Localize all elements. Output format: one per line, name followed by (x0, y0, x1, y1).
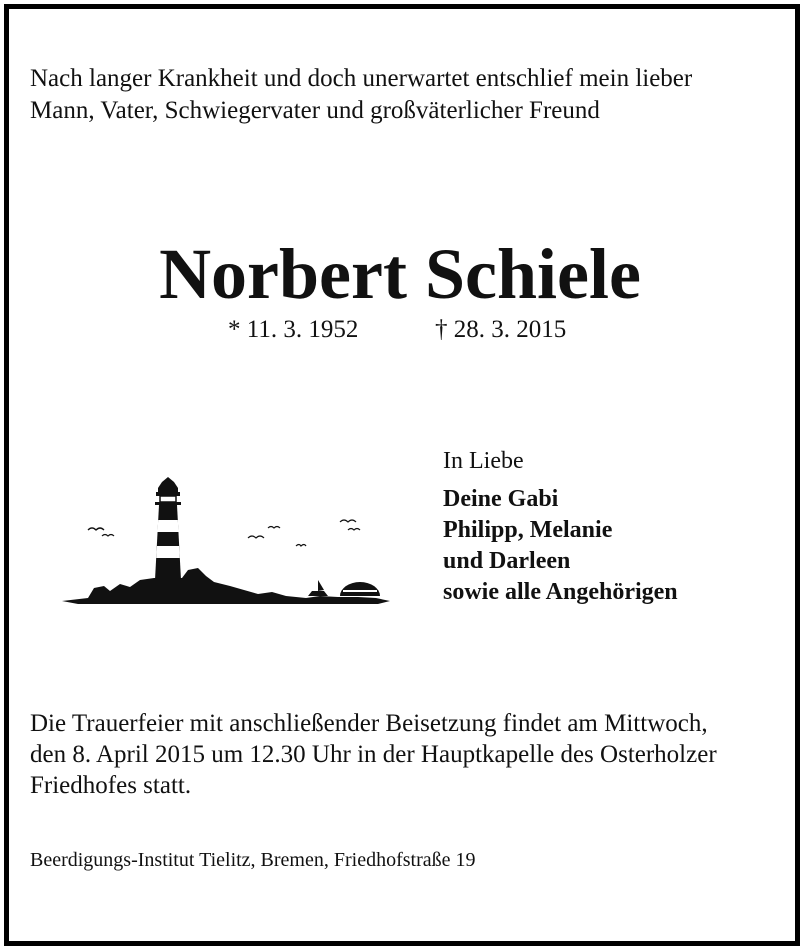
service-announcement (30, 708, 775, 801)
service-line: Friedhofes statt. (30, 772, 192, 799)
death-date: † 28. 3. 2015 (435, 316, 567, 343)
bird-icon (348, 529, 360, 531)
service-line: den 8. April 2015 um 12.30 Uhr in der Hauptkapelle des Osterholzer (30, 741, 717, 768)
intro-line: Nach langer Krankheit und doch unerwartet entschlief mein lieber (30, 65, 693, 92)
service-line: Die Trauerfeier mit anschließender Beisetzung findet am Mittwoch, (30, 710, 708, 737)
birth-date: * 11. 3. 1952 (228, 316, 359, 343)
signer-line: sowie alle Angehörigen (443, 579, 678, 605)
bird-icon (88, 528, 104, 530)
intro-text (30, 63, 770, 127)
signoff-intro: In Liebe (443, 448, 524, 474)
deceased-name: Norbert Schiele (159, 234, 641, 314)
signer-line: und Darleen (443, 548, 571, 574)
bird-icon (268, 527, 280, 529)
lighthouse-coast-icon (58, 470, 398, 610)
signer-line: Philipp, Melanie (443, 517, 613, 543)
signer-line: Deine Gabi (443, 486, 559, 512)
bird-icon (248, 536, 264, 538)
signers-list (443, 484, 678, 608)
undertaker-info: Beerdigungs-Institut Tielitz, Bremen, Friedhofstraße 19 (30, 849, 476, 871)
intro-line: Mann, Vater, Schwiegervater und großväterlicher Freund (30, 97, 600, 124)
bird-icon (340, 520, 356, 522)
bird-icon (296, 545, 306, 547)
bird-icon (102, 535, 114, 537)
